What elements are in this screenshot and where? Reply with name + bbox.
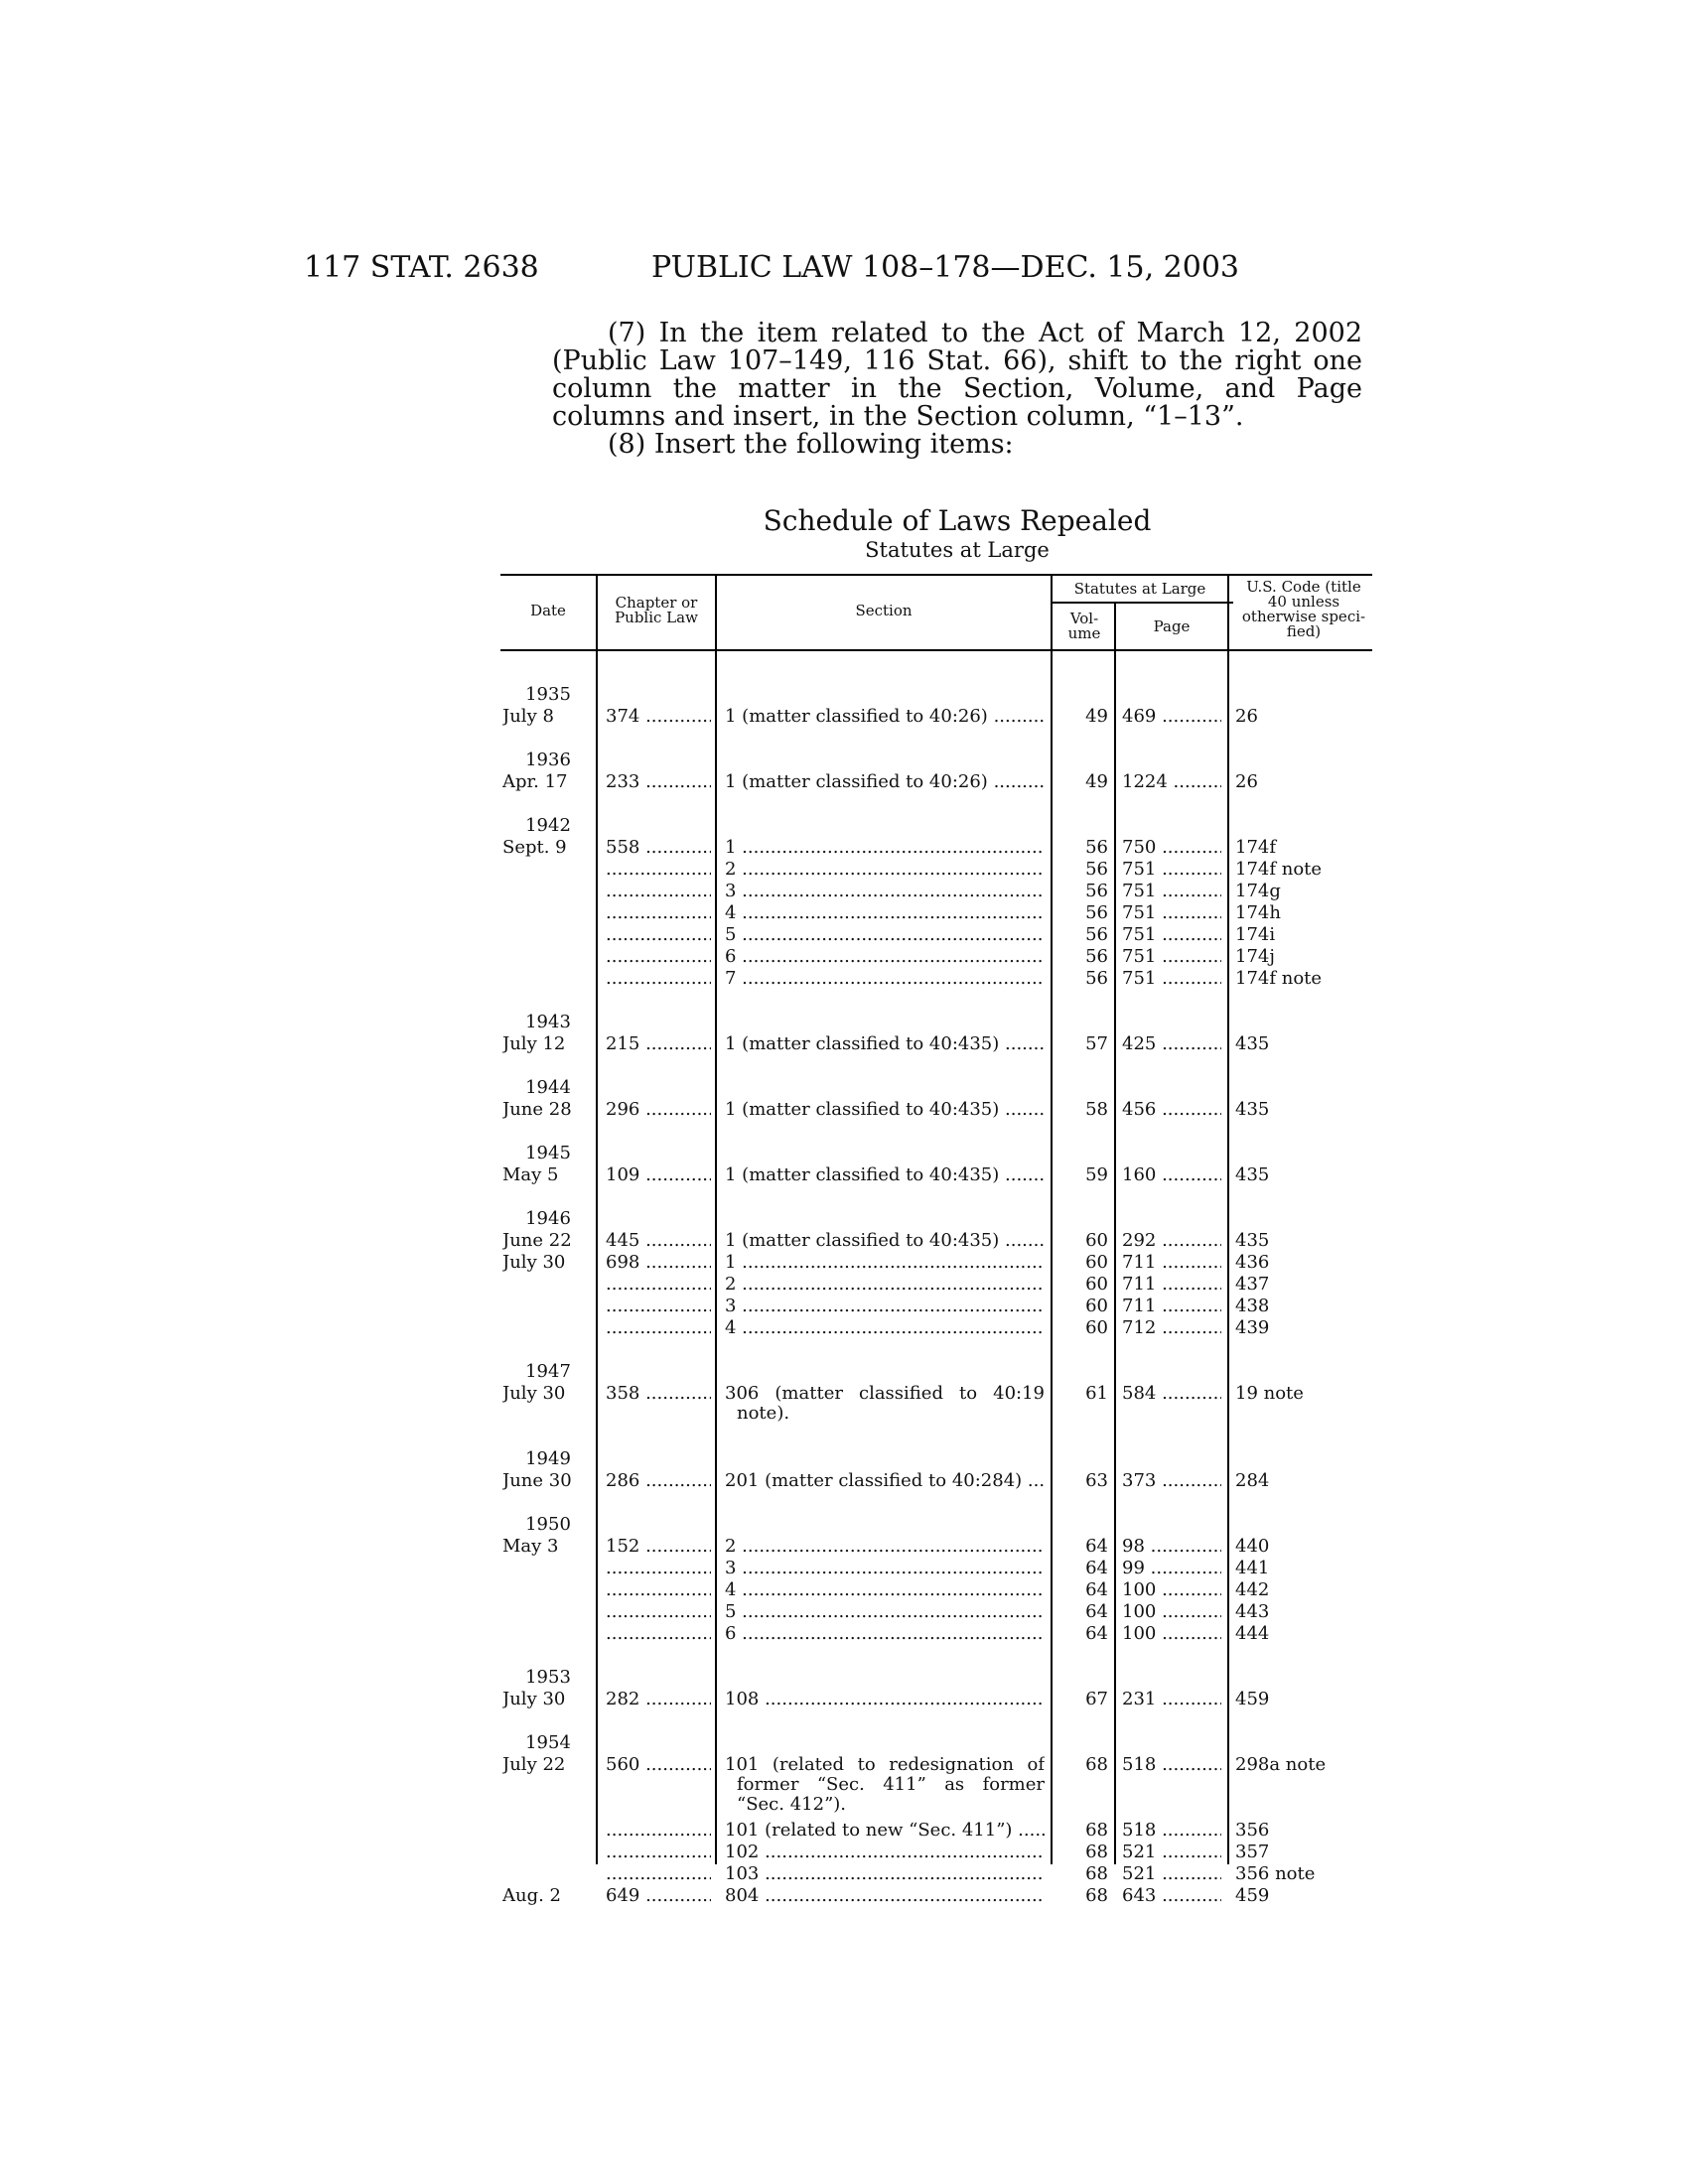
section-cell: 804 ..... xyxy=(725,1886,1045,1906)
volume-cell: 60 xyxy=(1085,1231,1108,1251)
date-cell: July 12 xyxy=(502,1034,566,1054)
volume-cell: 58 xyxy=(1085,1100,1108,1120)
chapter-cell: 282 ..... xyxy=(606,1690,711,1709)
section-cell: 1 (matter classified to 40:26) ..... xyxy=(725,772,1045,792)
section-cell: 1 (matter classified to 40:26) ..... xyxy=(725,707,1045,727)
page-cell: 751 ..... xyxy=(1122,925,1221,945)
section-cell: 201 (matter classified to 40:284) ..... xyxy=(725,1471,1045,1491)
date-cell: June 22 xyxy=(502,1231,572,1251)
us-code-cell: 174f xyxy=(1235,838,1277,858)
us-code-cell: 437 xyxy=(1235,1275,1270,1295)
chapter-cell xyxy=(606,1624,711,1644)
us-code-cell: 443 xyxy=(1235,1602,1270,1622)
chapter-cell: 558 ..... xyxy=(606,838,711,858)
column-rule xyxy=(596,574,598,1864)
volume-cell: 57 xyxy=(1085,1034,1108,1054)
chapter-cell xyxy=(606,1602,711,1622)
date-cell: Aug. 2 xyxy=(502,1886,562,1906)
page-cell: 99 ..... xyxy=(1122,1559,1221,1578)
page-cell: 160 ..... xyxy=(1122,1165,1221,1185)
section-cell: 1 (matter classified to 40:435) ..... xyxy=(725,1165,1045,1185)
page-cell: 521 ..... xyxy=(1122,1843,1221,1862)
chapter-cell: 152 ..... xyxy=(606,1537,711,1557)
volume-cell: 61 xyxy=(1085,1384,1108,1404)
chapter-cell: 215 ..... xyxy=(606,1034,711,1054)
chapter-cell xyxy=(606,1864,711,1884)
us-code-cell: 356 note xyxy=(1235,1864,1316,1884)
paragraph-7: (7) In the item related to the Act of March 12, 2002 (Public Law 107–149, 116 Stat. 66), shift to the right one column the matter in the Section, Volume, and Page columns and insert, in the Section column, “1–13”. xyxy=(552,318,1362,432)
page-cell: 231 ..... xyxy=(1122,1690,1221,1709)
us-code-cell: 284 xyxy=(1235,1471,1270,1491)
us-code-cell: 174i xyxy=(1235,925,1276,945)
volume-cell: 56 xyxy=(1085,925,1108,945)
year-label: 1950 xyxy=(525,1515,571,1535)
year-label: 1953 xyxy=(525,1668,571,1688)
date-cell: Apr. 17 xyxy=(502,772,568,792)
us-code-cell: 26 xyxy=(1235,707,1258,727)
volume-cell: 56 xyxy=(1085,947,1108,967)
section-cell: 3 ..... xyxy=(725,1297,1045,1316)
volume-cell: 56 xyxy=(1085,838,1108,858)
us-code-cell: 19 note xyxy=(1235,1384,1304,1404)
chapter-cell: 233 ..... xyxy=(606,772,711,792)
page-cell: 100 ..... xyxy=(1122,1602,1221,1622)
volume-cell: 67 xyxy=(1085,1690,1108,1709)
section-cell: 306 (matter classified to 40:19 note). xyxy=(725,1384,1045,1424)
section-cell: 7 ..... xyxy=(725,969,1045,989)
volume-cell: 49 xyxy=(1085,707,1108,727)
year-label: 1946 xyxy=(525,1209,571,1229)
section-cell: 6 ..... xyxy=(725,947,1045,967)
date-cell: May 3 xyxy=(502,1537,559,1557)
us-code-cell: 174g xyxy=(1235,882,1281,901)
table-top-rule xyxy=(500,574,1372,576)
page-cell: 425 ..... xyxy=(1122,1034,1221,1054)
chapter-cell xyxy=(606,1559,711,1578)
us-code-cell: 174f note xyxy=(1235,860,1323,880)
year-label: 1954 xyxy=(525,1733,571,1753)
page-cell: 1224 ..... xyxy=(1122,772,1221,792)
page-cell: 469 ..... xyxy=(1122,707,1221,727)
section-cell: 5 ..... xyxy=(725,925,1045,945)
chapter-cell xyxy=(606,882,711,901)
column-rule xyxy=(1051,574,1053,1864)
us-code-cell: 435 xyxy=(1235,1100,1270,1120)
us-code-cell: 442 xyxy=(1235,1580,1270,1600)
us-code-cell: 26 xyxy=(1235,772,1258,792)
us-code-cell: 435 xyxy=(1235,1034,1270,1054)
section-cell: 3 ..... xyxy=(725,882,1045,901)
volume-cell: 64 xyxy=(1085,1624,1108,1644)
header-page: Page xyxy=(1153,617,1191,635)
section-cell: 5 ..... xyxy=(725,1602,1045,1622)
year-label: 1944 xyxy=(525,1078,571,1098)
volume-cell: 68 xyxy=(1085,1864,1108,1884)
us-code-cell: 435 xyxy=(1235,1231,1270,1251)
header-chapter: Chapter or Public Law xyxy=(615,594,698,626)
page-cell: 751 ..... xyxy=(1122,860,1221,880)
date-cell: July 30 xyxy=(502,1253,566,1273)
chapter-cell xyxy=(606,1580,711,1600)
page-cell: 100 ..... xyxy=(1122,1580,1221,1600)
statute-citation: 117 STAT. 2638 xyxy=(304,250,539,285)
chapter-cell: 286 ..... xyxy=(606,1471,711,1491)
page-cell: 521 ..... xyxy=(1122,1864,1221,1884)
volume-cell: 68 xyxy=(1085,1755,1108,1775)
column-rule xyxy=(1227,574,1229,1864)
page-cell: 518 ..... xyxy=(1122,1755,1221,1775)
volume-cell: 56 xyxy=(1085,969,1108,989)
us-code-cell: 439 xyxy=(1235,1318,1270,1338)
page-cell: 456 ..... xyxy=(1122,1100,1221,1120)
page-cell: 751 ..... xyxy=(1122,947,1221,967)
us-code-cell: 356 xyxy=(1235,1821,1270,1841)
page-cell: 751 ..... xyxy=(1122,969,1221,989)
page-cell: 711 ..... xyxy=(1122,1275,1221,1295)
chapter-cell xyxy=(606,947,711,967)
section-cell: 4 ..... xyxy=(725,1318,1045,1338)
volume-cell: 68 xyxy=(1085,1843,1108,1862)
volume-cell: 68 xyxy=(1085,1886,1108,1906)
section-cell: 102 ..... xyxy=(725,1843,1045,1862)
chapter-cell: 358 ..... xyxy=(606,1384,711,1404)
volume-cell: 56 xyxy=(1085,860,1108,880)
year-label: 1942 xyxy=(525,816,571,836)
year-label: 1936 xyxy=(525,751,571,770)
statutes-subheader-rule xyxy=(1053,602,1233,604)
page-cell: 584 ..... xyxy=(1122,1384,1221,1404)
date-cell: July 30 xyxy=(502,1384,566,1404)
us-code-cell: 441 xyxy=(1235,1559,1270,1578)
page-cell: 373 ..... xyxy=(1122,1471,1221,1491)
section-cell: 2 ..... xyxy=(725,1537,1045,1557)
section-cell: 101 (related to new “Sec. 411”) ..... xyxy=(725,1821,1045,1841)
page-cell: 711 ..... xyxy=(1122,1253,1221,1273)
page-cell: 518 ..... xyxy=(1122,1821,1221,1841)
date-cell: May 5 xyxy=(502,1165,559,1185)
volume-cell: 56 xyxy=(1085,882,1108,901)
page-cell: 292 ..... xyxy=(1122,1231,1221,1251)
chapter-cell: 374 ..... xyxy=(606,707,711,727)
header-section: Section xyxy=(855,602,913,619)
chapter-cell xyxy=(606,1843,711,1862)
section-cell: 2 ..... xyxy=(725,860,1045,880)
volume-cell: 60 xyxy=(1085,1318,1108,1338)
header-date: Date xyxy=(530,602,566,619)
page-cell: 643 ..... xyxy=(1122,1886,1221,1906)
date-cell: July 8 xyxy=(502,707,554,727)
volume-cell: 64 xyxy=(1085,1580,1108,1600)
page-cell: 751 ..... xyxy=(1122,903,1221,923)
year-label: 1949 xyxy=(525,1449,571,1469)
us-code-cell: 459 xyxy=(1235,1690,1270,1709)
laws-repealed-table xyxy=(500,574,1372,1906)
chapter-cell xyxy=(606,903,711,923)
volume-cell: 63 xyxy=(1085,1471,1108,1491)
volume-cell: 68 xyxy=(1085,1821,1108,1841)
volume-cell: 59 xyxy=(1085,1165,1108,1185)
volume-cell: 49 xyxy=(1085,772,1108,792)
table-subtitle: Statutes at Large xyxy=(865,538,1050,562)
year-label: 1943 xyxy=(525,1013,571,1032)
volume-cell: 60 xyxy=(1085,1275,1108,1295)
chapter-cell xyxy=(606,1821,711,1841)
page-cell: 98 ..... xyxy=(1122,1537,1221,1557)
chapter-cell: 560 ..... xyxy=(606,1755,711,1775)
date-cell: Sept. 9 xyxy=(502,838,567,858)
header-us-code: U.S. Code (title 40 unless otherwise speci- fied) xyxy=(1241,578,1366,640)
us-code-cell: 357 xyxy=(1235,1843,1270,1862)
section-cell: 1 (matter classified to 40:435) ..... xyxy=(725,1034,1045,1054)
us-code-cell: 440 xyxy=(1235,1537,1270,1557)
section-cell: 1 (matter classified to 40:435) ..... xyxy=(725,1100,1045,1120)
page-cell: 100 ..... xyxy=(1122,1624,1221,1644)
chapter-cell: 445 ..... xyxy=(606,1231,711,1251)
chapter-cell xyxy=(606,1275,711,1295)
volume-cell: 64 xyxy=(1085,1602,1108,1622)
volume-cell: 60 xyxy=(1085,1297,1108,1316)
section-cell: 6 ..... xyxy=(725,1624,1045,1644)
us-code-cell: 438 xyxy=(1235,1297,1270,1316)
section-cell: 1 (matter classified to 40:435) ..... xyxy=(725,1231,1045,1251)
chapter-cell xyxy=(606,860,711,880)
date-cell: July 22 xyxy=(502,1755,566,1775)
page-cell: 711 ..... xyxy=(1122,1297,1221,1316)
section-cell: 1 ..... xyxy=(725,838,1045,858)
volume-cell: 56 xyxy=(1085,903,1108,923)
header-volume: Vol- ume xyxy=(1067,610,1101,642)
section-cell: 101 (related to redesignation of former “Sec. 411” as former “Sec. 412”). xyxy=(725,1755,1045,1815)
us-code-cell: 459 xyxy=(1235,1886,1270,1906)
page-header xyxy=(304,250,1362,290)
date-cell: June 28 xyxy=(502,1100,572,1120)
chapter-cell xyxy=(606,969,711,989)
chapter-cell: 109 ..... xyxy=(606,1165,711,1185)
date-cell: June 30 xyxy=(502,1471,572,1491)
year-label: 1947 xyxy=(525,1362,571,1382)
chapter-cell xyxy=(606,1297,711,1316)
us-code-cell: 174j xyxy=(1235,947,1275,967)
volume-cell: 64 xyxy=(1085,1559,1108,1578)
us-code-cell: 174h xyxy=(1235,903,1281,923)
volume-cell: 64 xyxy=(1085,1537,1108,1557)
us-code-cell: 436 xyxy=(1235,1253,1270,1273)
year-label: 1945 xyxy=(525,1144,571,1163)
section-cell: 4 ..... xyxy=(725,903,1045,923)
us-code-cell: 444 xyxy=(1235,1624,1270,1644)
paragraph-8: (8) Insert the following items: xyxy=(608,429,1014,460)
chapter-cell xyxy=(606,925,711,945)
section-cell: 4 ..... xyxy=(725,1580,1045,1600)
column-rule xyxy=(715,574,717,1864)
column-rule xyxy=(1114,602,1116,1864)
year-label: 1935 xyxy=(525,685,571,705)
page-cell: 751 ..... xyxy=(1122,882,1221,901)
us-code-cell: 435 xyxy=(1235,1165,1270,1185)
section-cell: 103 ..... xyxy=(725,1864,1045,1884)
volume-cell: 60 xyxy=(1085,1253,1108,1273)
section-cell: 108 ..... xyxy=(725,1690,1045,1709)
page-cell: 712 ..... xyxy=(1122,1318,1221,1338)
us-code-cell: 298a note xyxy=(1235,1755,1327,1775)
chapter-cell: 296 ..... xyxy=(606,1100,711,1120)
header-bottom-rule xyxy=(500,649,1372,651)
chapter-cell: 698 ..... xyxy=(606,1253,711,1273)
chapter-cell xyxy=(606,1318,711,1338)
section-cell: 3 ..... xyxy=(725,1559,1045,1578)
law-title: PUBLIC LAW 108–178—DEC. 15, 2003 xyxy=(651,250,1240,285)
header-statutes: Statutes at Large xyxy=(1073,580,1206,598)
table-title: Schedule of Laws Repealed xyxy=(763,504,1152,537)
chapter-cell: 649 ..... xyxy=(606,1886,711,1906)
date-cell: July 30 xyxy=(502,1690,566,1709)
section-cell: 2 ..... xyxy=(725,1275,1045,1295)
us-code-cell: 174f note xyxy=(1235,969,1323,989)
section-cell: 1 ..... xyxy=(725,1253,1045,1273)
page-cell: 750 ..... xyxy=(1122,838,1221,858)
